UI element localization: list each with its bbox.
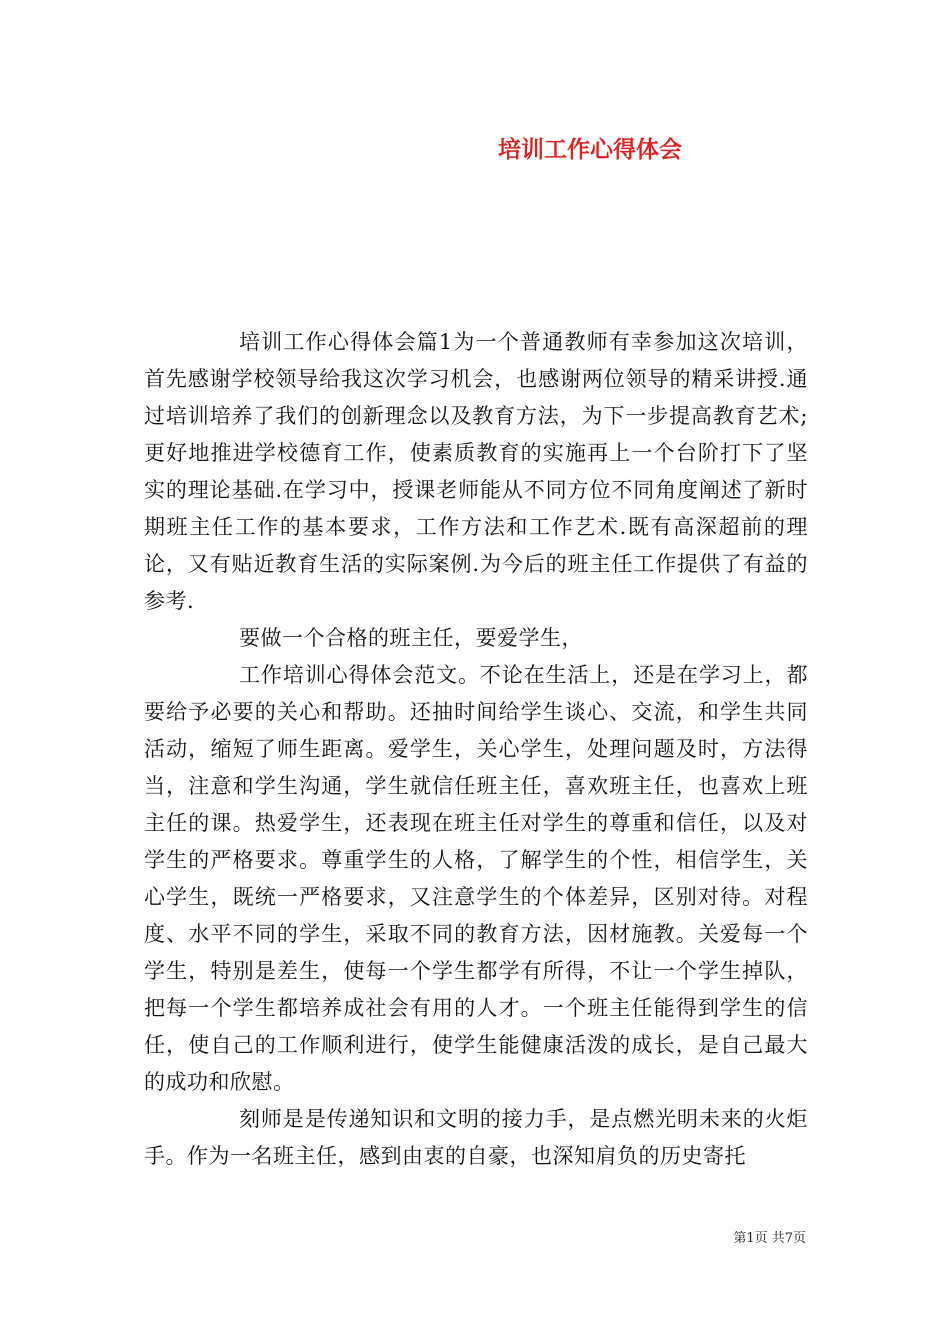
- paragraph-1: 培训工作心得体会篇1为一个普通教师有幸参加这次培训，首先感谢学校领导给我这次学习机会，也感谢两位领导的精采讲授.通过培训培养了我们的创新理念以及教育方法，为下一步提高教育艺术;更好地推进学校德育工作，使素质教育的实施再上一个台阶打下了坚实的理论基础.在学习中，授课老师能从不同方位不同角度阐述了新时期班主任工作的基本要求，工作方法和工作艺术.既有高深超前的理论，又有贴近教育生活的实际案例.为今后的班主任工作提供了有益的参考.: [144, 330, 808, 613]
- paragraph-2: 要做一个合格的班主任，要爱学生，: [239, 626, 583, 650]
- page-number-footer: 第1页 共7页: [733, 1231, 806, 1246]
- document-title: 培训工作心得体会: [498, 136, 682, 163]
- paragraph-4: 刻师是是传递知识和文明的接力手，是点燃光明未来的火炬手。作为一名班主任，感到由衷的自豪，也深知肩负的历史寄托: [144, 1107, 808, 1168]
- document-body: [144, 324, 808, 1175]
- paragraph-3: 工作培训心得体会范文。不论在生活上，还是在学习上，都要给予必要的关心和帮助。还抽时间给学生谈心、交流，和学生共同活动，缩短了师生距离。爱学生，关心学生，处理问题及时，方法得当，注意和学生沟通，学生就信任班主任，喜欢班主任，也喜欢上班主任的课。热爱学生，还表现在班主任对学生的尊重和信任，以及对学生的严格要求。尊重学生的人格，了解学生的个性，相信学生，关心学生，既统一严格要求，又注意学生的个体差异，区别对待。对程度、水平不同的学生，采取不同的教育方法，因材施教。关爱每一个学生，特别是差生，使每一个学生都学有所得，不让一个学生掉队，把每一个学生都培养成社会有用的人才。一个班主任能得到学生的信任，使自己的工作顺利进行，使学生能健康活泼的成长，是自己最大的成功和欣慰。: [144, 663, 808, 1094]
